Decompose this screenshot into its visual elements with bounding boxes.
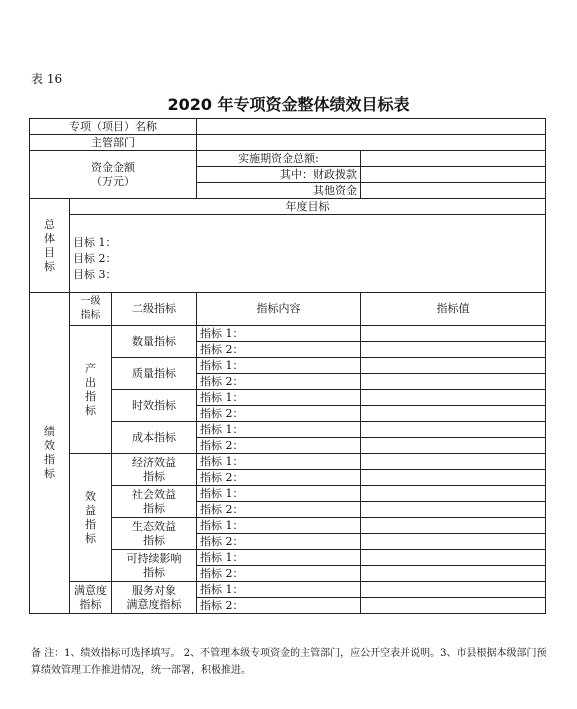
quantity-indicator: 数量指标 xyxy=(112,326,197,358)
project-name-row xyxy=(30,119,546,135)
indicator-row xyxy=(30,326,546,342)
cost-indicator: 成本指标 xyxy=(112,422,197,454)
footnote: 备 注：1、绩效指标可选择填写。 2、不管理本级专项资金的主管部门，应公开空表并说明。3、市县根据本级部门预算绩效管理工作推进情况，统一部署，积极推进。 xyxy=(31,648,547,676)
project-name-label: 专项（项目）名称 xyxy=(30,119,197,135)
indicator-content: 指标 2： xyxy=(197,342,361,358)
annual-target-header: 年度目标 xyxy=(70,199,546,215)
indicator-value xyxy=(361,518,546,534)
col-content: 指标内容 xyxy=(197,293,361,326)
overall-char: 总 xyxy=(44,217,55,231)
benefit-item-b: 指标 xyxy=(143,501,166,515)
indicator-value xyxy=(361,422,546,438)
col-level2: 二级指标 xyxy=(112,293,197,326)
benefit-item-b: 指标 xyxy=(143,469,166,483)
indicator-content: 指标 2： xyxy=(197,374,361,390)
indicator-value xyxy=(361,582,546,598)
annual-target-header-row xyxy=(30,199,546,215)
benefit-item-a: 社会效益 xyxy=(132,487,177,501)
table-number-label: 表 16 xyxy=(31,72,63,86)
indicator-content: 指标 2： xyxy=(197,598,361,614)
satisfaction-item-a: 服务对象 xyxy=(132,583,177,597)
fund-fiscal-label: 其中：财政拨款 xyxy=(197,167,361,183)
overall-char: 标 xyxy=(44,259,55,273)
indicator-value xyxy=(361,374,546,390)
indicator-content: 指标 1： xyxy=(197,326,361,342)
col-level1 xyxy=(70,293,112,326)
timeliness-indicator: 时效指标 xyxy=(112,390,197,422)
output-char: 标 xyxy=(85,403,96,417)
indicator-content: 指标 1： xyxy=(197,422,361,438)
performance-target-table xyxy=(29,118,546,614)
overall-goal-label xyxy=(30,199,70,293)
goals-cell xyxy=(70,215,546,293)
perf-char: 标 xyxy=(44,467,55,480)
project-name-value xyxy=(197,119,546,135)
indicator-value xyxy=(361,486,546,502)
indicator-content: 指标 2： xyxy=(197,438,361,454)
benefit-char: 指 xyxy=(85,517,96,531)
indicator-content: 指标 1： xyxy=(197,518,361,534)
indicator-value xyxy=(361,454,546,470)
indicator-row xyxy=(30,582,546,598)
benefit-item-a: 可持续影响 xyxy=(126,551,182,565)
fund-total-row xyxy=(30,151,546,167)
fund-other-label: 其他资金 xyxy=(197,183,361,199)
fund-amount-label xyxy=(30,151,197,199)
indicator-value xyxy=(361,438,546,454)
indicator-value xyxy=(361,358,546,374)
indicator-value xyxy=(361,390,546,406)
perf-char: 效 xyxy=(44,439,55,452)
indicator-value xyxy=(361,470,546,486)
goal-item: 目标 3： xyxy=(73,268,117,281)
indicator-value xyxy=(361,406,546,422)
perf-char: 指 xyxy=(44,453,55,466)
benefit-item-a: 经济效益 xyxy=(132,455,177,469)
ecological-benefit-indicator xyxy=(112,518,197,550)
indicator-content: 指标 1： xyxy=(197,454,361,470)
indicator-content: 指标 2： xyxy=(197,566,361,582)
output-char: 出 xyxy=(85,375,96,389)
performance-indicator-label xyxy=(30,293,70,614)
overall-char: 体 xyxy=(44,231,55,245)
satisfaction-indicator-label xyxy=(70,582,112,614)
goal-item: 目标 2： xyxy=(73,252,117,265)
indicator-content: 指标 2： xyxy=(197,534,361,550)
col-level1-b: 指标 xyxy=(80,310,101,321)
indicator-value xyxy=(361,326,546,342)
indicator-value xyxy=(361,342,546,358)
benefit-item-b: 指标 xyxy=(143,533,166,547)
overall-char: 目 xyxy=(44,245,55,259)
indicator-content: 指标 1： xyxy=(197,486,361,502)
indicator-content: 指标 1： xyxy=(197,582,361,598)
indicator-content: 指标 2： xyxy=(197,502,361,518)
satisfaction-item-b: 满意度指标 xyxy=(126,597,182,611)
satisfaction-b: 指标 xyxy=(79,597,102,611)
col-value: 指标值 xyxy=(361,293,546,326)
col-level1-a: 一级 xyxy=(80,296,101,307)
indicator-content: 指标 1： xyxy=(197,390,361,406)
indicator-header-row xyxy=(30,293,546,326)
output-indicator-label xyxy=(70,326,112,454)
indicator-content: 指标 1： xyxy=(197,550,361,566)
quality-indicator: 质量指标 xyxy=(112,358,197,390)
indicator-value xyxy=(361,534,546,550)
service-satisfaction-indicator xyxy=(112,582,197,614)
benefit-char: 标 xyxy=(85,531,96,545)
benefit-char: 效 xyxy=(85,489,96,503)
dept-value xyxy=(197,135,546,151)
output-char: 产 xyxy=(85,361,96,375)
dept-label: 主管部门 xyxy=(30,135,197,151)
benefit-char: 益 xyxy=(85,503,96,517)
social-benefit-indicator xyxy=(112,486,197,518)
benefit-item-a: 生态效益 xyxy=(132,519,177,533)
indicator-content: 指标 1： xyxy=(197,358,361,374)
goal-item: 目标 1： xyxy=(73,236,117,249)
fund-total-value xyxy=(361,151,546,167)
indicator-row xyxy=(30,454,546,470)
indicator-value xyxy=(361,550,546,566)
sustainability-indicator xyxy=(112,550,197,582)
indicator-value xyxy=(361,598,546,614)
fund-other-value xyxy=(361,183,546,199)
fund-amount-text: 资金金额 xyxy=(91,160,136,174)
satisfaction-a: 满意度 xyxy=(74,583,107,597)
output-char: 指 xyxy=(85,389,96,403)
indicator-content: 指标 2： xyxy=(197,406,361,422)
dept-row xyxy=(30,135,546,151)
perf-char: 绩 xyxy=(44,425,55,438)
goals-row xyxy=(30,215,546,293)
fund-unit-text: （万元） xyxy=(91,174,136,188)
indicator-value xyxy=(361,566,546,582)
indicator-value xyxy=(361,502,546,518)
benefit-indicator-label xyxy=(70,454,112,582)
economic-benefit-indicator xyxy=(112,454,197,486)
fund-total-label: 实施期资金总额: xyxy=(197,151,361,167)
benefit-item-b: 指标 xyxy=(143,565,166,579)
fund-fiscal-value xyxy=(361,167,546,183)
page-title: 2020 年专项资金整体绩效目标表 xyxy=(167,95,410,114)
indicator-content: 指标 2： xyxy=(197,470,361,486)
